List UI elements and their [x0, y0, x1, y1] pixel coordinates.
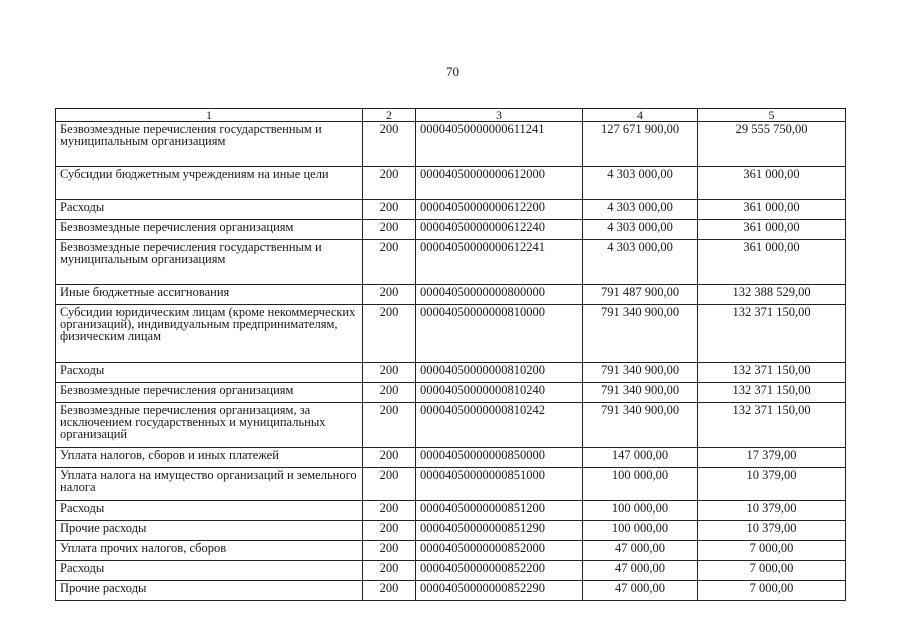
- row-code-cell: 200: [363, 220, 416, 240]
- row-sum5-cell: 7 000,00: [698, 561, 846, 581]
- row-code-cell: 200: [363, 122, 416, 167]
- row-code-cell: 200: [363, 521, 416, 541]
- table-row: [56, 541, 846, 561]
- row-kbk-cell: 00004050000000612200: [416, 200, 583, 220]
- row-sum5-cell: 7 000,00: [698, 541, 846, 561]
- table-body: [56, 122, 846, 601]
- table-row: [56, 581, 846, 601]
- row-code-cell: 200: [363, 501, 416, 521]
- row-sum5-cell: 132 371 150,00: [698, 363, 846, 383]
- header-col-3: 3: [416, 109, 583, 122]
- row-kbk-cell: 00004050000000612240: [416, 220, 583, 240]
- row-kbk-cell: 00004050000000852000: [416, 541, 583, 561]
- row-sum5-cell: 132 371 150,00: [698, 383, 846, 403]
- row-kbk-cell: 00004050000000810000: [416, 305, 583, 363]
- row-name-cell: Прочие расходы: [56, 581, 363, 601]
- row-kbk-cell: 00004050000000850000: [416, 448, 583, 468]
- row-sum5-cell: 10 379,00: [698, 501, 846, 521]
- row-name-cell: Уплата прочих налогов, сборов: [56, 541, 363, 561]
- table-row: [56, 240, 846, 285]
- row-sum4-cell: 47 000,00: [583, 541, 698, 561]
- row-kbk-cell: 00004050000000851290: [416, 521, 583, 541]
- table-row: [56, 383, 846, 403]
- row-sum5-cell: 7 000,00: [698, 581, 846, 601]
- row-kbk-cell: 00004050000000852290: [416, 581, 583, 601]
- row-kbk-cell: 00004050000000810242: [416, 403, 583, 448]
- row-sum4-cell: 47 000,00: [583, 561, 698, 581]
- row-name-cell: Субсидии бюджетным учреждениям на иные цели: [56, 167, 363, 200]
- row-sum4-cell: 791 340 900,00: [583, 305, 698, 363]
- row-name-cell: Безвозмездные перечисления организациям: [56, 220, 363, 240]
- row-name-cell: Расходы: [56, 363, 363, 383]
- row-sum5-cell: 132 371 150,00: [698, 305, 846, 363]
- row-name-cell: Прочие расходы: [56, 521, 363, 541]
- row-sum5-cell: 132 371 150,00: [698, 403, 846, 448]
- row-sum5-cell: 29 555 750,00: [698, 122, 846, 167]
- row-name-cell: Расходы: [56, 561, 363, 581]
- row-sum5-cell: 361 000,00: [698, 200, 846, 220]
- row-kbk-cell: 00004050000000810200: [416, 363, 583, 383]
- row-kbk-cell: 00004050000000800000: [416, 285, 583, 305]
- row-sum4-cell: 4 303 000,00: [583, 220, 698, 240]
- row-code-cell: 200: [363, 541, 416, 561]
- row-sum5-cell: 10 379,00: [698, 521, 846, 541]
- row-sum4-cell: 791 340 900,00: [583, 403, 698, 448]
- header-row: [56, 109, 846, 122]
- header-col-1: 1: [56, 109, 363, 122]
- row-sum5-cell: 17 379,00: [698, 448, 846, 468]
- row-code-cell: 200: [363, 240, 416, 285]
- row-name-cell: Безвозмездные перечисления организациям, за исключением государственных и муниципальных организаций: [56, 403, 363, 448]
- row-sum4-cell: 4 303 000,00: [583, 167, 698, 200]
- table-row: [56, 448, 846, 468]
- table-row: [56, 220, 846, 240]
- table-row: [56, 521, 846, 541]
- row-sum4-cell: 100 000,00: [583, 468, 698, 501]
- table-row: [56, 403, 846, 448]
- row-code-cell: 200: [363, 305, 416, 363]
- row-kbk-cell: 00004050000000851200: [416, 501, 583, 521]
- header-col-2: 2: [363, 109, 416, 122]
- row-name-cell: Субсидии юридическим лицам (кроме некоммерческих организаций), индивидуальным предпринимателям, физическим лицам: [56, 305, 363, 363]
- table-row: [56, 363, 846, 383]
- row-code-cell: 200: [363, 200, 416, 220]
- header-col-4: 4: [583, 109, 698, 122]
- row-sum5-cell: 361 000,00: [698, 220, 846, 240]
- row-sum4-cell: 47 000,00: [583, 581, 698, 601]
- row-name-cell: Расходы: [56, 200, 363, 220]
- row-kbk-cell: 00004050000000851000: [416, 468, 583, 501]
- row-sum5-cell: 132 388 529,00: [698, 285, 846, 305]
- row-code-cell: 200: [363, 403, 416, 448]
- row-kbk-cell: 00004050000000852200: [416, 561, 583, 581]
- row-sum4-cell: 4 303 000,00: [583, 240, 698, 285]
- row-code-cell: 200: [363, 167, 416, 200]
- row-sum5-cell: 361 000,00: [698, 240, 846, 285]
- row-sum4-cell: 791 487 900,00: [583, 285, 698, 305]
- row-kbk-cell: 00004050000000612241: [416, 240, 583, 285]
- row-name-cell: Уплата налогов, сборов и иных платежей: [56, 448, 363, 468]
- row-name-cell: Уплата налога на имущество организаций и земельного налога: [56, 468, 363, 501]
- row-code-cell: 200: [363, 363, 416, 383]
- table-row: [56, 122, 846, 167]
- row-sum4-cell: 100 000,00: [583, 521, 698, 541]
- row-code-cell: 200: [363, 561, 416, 581]
- row-code-cell: 200: [363, 468, 416, 501]
- row-name-cell: Иные бюджетные ассигнования: [56, 285, 363, 305]
- row-kbk-cell: 00004050000000810240: [416, 383, 583, 403]
- page-number: 70: [446, 64, 459, 79]
- row-code-cell: 200: [363, 448, 416, 468]
- row-name-cell: Безвозмездные перечисления организациям: [56, 383, 363, 403]
- row-code-cell: 200: [363, 581, 416, 601]
- table-row: [56, 468, 846, 501]
- table-row: [56, 561, 846, 581]
- table-row: [56, 167, 846, 200]
- table-header: [56, 109, 846, 122]
- row-sum4-cell: 791 340 900,00: [583, 383, 698, 403]
- row-name-cell: Расходы: [56, 501, 363, 521]
- row-sum4-cell: 791 340 900,00: [583, 363, 698, 383]
- row-sum5-cell: 10 379,00: [698, 468, 846, 501]
- row-name-cell: Безвозмездные перечисления государственным и муниципальным организациям: [56, 122, 363, 167]
- budget-table: [55, 108, 846, 601]
- row-kbk-cell: 00004050000000611241: [416, 122, 583, 167]
- row-kbk-cell: 00004050000000612000: [416, 167, 583, 200]
- row-code-cell: 200: [363, 285, 416, 305]
- row-sum4-cell: 127 671 900,00: [583, 122, 698, 167]
- row-name-cell: Безвозмездные перечисления государственным и муниципальным организациям: [56, 240, 363, 285]
- row-sum4-cell: 147 000,00: [583, 448, 698, 468]
- row-sum5-cell: 361 000,00: [698, 167, 846, 200]
- table-row: [56, 305, 846, 363]
- header-col-5: 5: [698, 109, 846, 122]
- row-sum4-cell: 100 000,00: [583, 501, 698, 521]
- row-code-cell: 200: [363, 383, 416, 403]
- table-row: [56, 501, 846, 521]
- row-sum4-cell: 4 303 000,00: [583, 200, 698, 220]
- table-row: [56, 200, 846, 220]
- table-row: [56, 285, 846, 305]
